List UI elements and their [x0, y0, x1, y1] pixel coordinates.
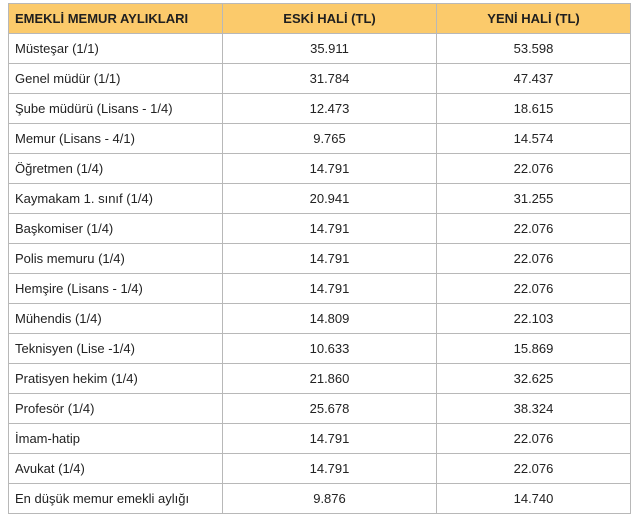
row-position-cell: Teknisyen (Lise -1/4) [9, 334, 223, 364]
row-position-cell: Polis memuru (1/4) [9, 244, 223, 274]
row-old-value-cell: 14.791 [223, 424, 437, 454]
table-row [9, 34, 631, 64]
table-row [9, 454, 631, 484]
row-new-value-cell: 22.076 [437, 424, 631, 454]
row-position-cell: Kaymakam 1. sınıf (1/4) [9, 184, 223, 214]
table-body [9, 34, 631, 514]
header-old-value: ESKİ HALİ (TL) [223, 4, 437, 34]
table-row [9, 64, 631, 94]
table-row [9, 184, 631, 214]
row-new-value-cell: 14.574 [437, 124, 631, 154]
row-old-value-cell: 20.941 [223, 184, 437, 214]
row-old-value-cell: 12.473 [223, 94, 437, 124]
row-new-value-cell: 32.625 [437, 364, 631, 394]
row-new-value-cell: 15.869 [437, 334, 631, 364]
row-new-value-cell: 22.076 [437, 244, 631, 274]
row-new-value-cell: 22.076 [437, 154, 631, 184]
table-row [9, 484, 631, 514]
table-row [9, 154, 631, 184]
row-new-value-cell: 31.255 [437, 184, 631, 214]
table-row [9, 394, 631, 424]
row-position-cell: Hemşire (Lisans - 1/4) [9, 274, 223, 304]
row-old-value-cell: 14.791 [223, 244, 437, 274]
row-position-cell: Pratisyen hekim (1/4) [9, 364, 223, 394]
row-old-value-cell: 14.791 [223, 214, 437, 244]
row-position-cell: Öğretmen (1/4) [9, 154, 223, 184]
table-row [9, 94, 631, 124]
row-position-cell: Genel müdür (1/1) [9, 64, 223, 94]
header-position: EMEKLİ MEMUR AYLIKLARI [9, 4, 223, 34]
row-position-cell: Avukat (1/4) [9, 454, 223, 484]
row-old-value-cell: 9.876 [223, 484, 437, 514]
row-position-cell: Memur (Lisans - 4/1) [9, 124, 223, 154]
row-old-value-cell: 35.911 [223, 34, 437, 64]
row-new-value-cell: 38.324 [437, 394, 631, 424]
row-old-value-cell: 14.791 [223, 454, 437, 484]
row-old-value-cell: 14.809 [223, 304, 437, 334]
row-position-cell: En düşük memur emekli aylığı [9, 484, 223, 514]
table-row [9, 304, 631, 334]
table-row [9, 334, 631, 364]
row-new-value-cell: 14.740 [437, 484, 631, 514]
row-position-cell: Müsteşar (1/1) [9, 34, 223, 64]
row-new-value-cell: 53.598 [437, 34, 631, 64]
row-position-cell: Şube müdürü (Lisans - 1/4) [9, 94, 223, 124]
table-row [9, 364, 631, 394]
row-new-value-cell: 18.615 [437, 94, 631, 124]
table-header [9, 4, 631, 34]
table-row [9, 124, 631, 154]
row-old-value-cell: 14.791 [223, 154, 437, 184]
row-old-value-cell: 31.784 [223, 64, 437, 94]
row-position-cell: İmam-hatip [9, 424, 223, 454]
row-new-value-cell: 22.076 [437, 454, 631, 484]
header-row [9, 4, 631, 34]
header-new-value: YENİ HALİ (TL) [437, 4, 631, 34]
row-old-value-cell: 21.860 [223, 364, 437, 394]
table-row [9, 244, 631, 274]
table-row [9, 424, 631, 454]
row-position-cell: Mühendis (1/4) [9, 304, 223, 334]
row-new-value-cell: 22.076 [437, 274, 631, 304]
row-new-value-cell: 47.437 [437, 64, 631, 94]
row-new-value-cell: 22.076 [437, 214, 631, 244]
pension-table-container [8, 3, 630, 514]
table-row [9, 214, 631, 244]
row-position-cell: Başkomiser (1/4) [9, 214, 223, 244]
row-old-value-cell: 10.633 [223, 334, 437, 364]
row-old-value-cell: 9.765 [223, 124, 437, 154]
pension-table [8, 3, 631, 514]
row-new-value-cell: 22.103 [437, 304, 631, 334]
row-position-cell: Profesör (1/4) [9, 394, 223, 424]
table-row [9, 274, 631, 304]
row-old-value-cell: 25.678 [223, 394, 437, 424]
row-old-value-cell: 14.791 [223, 274, 437, 304]
